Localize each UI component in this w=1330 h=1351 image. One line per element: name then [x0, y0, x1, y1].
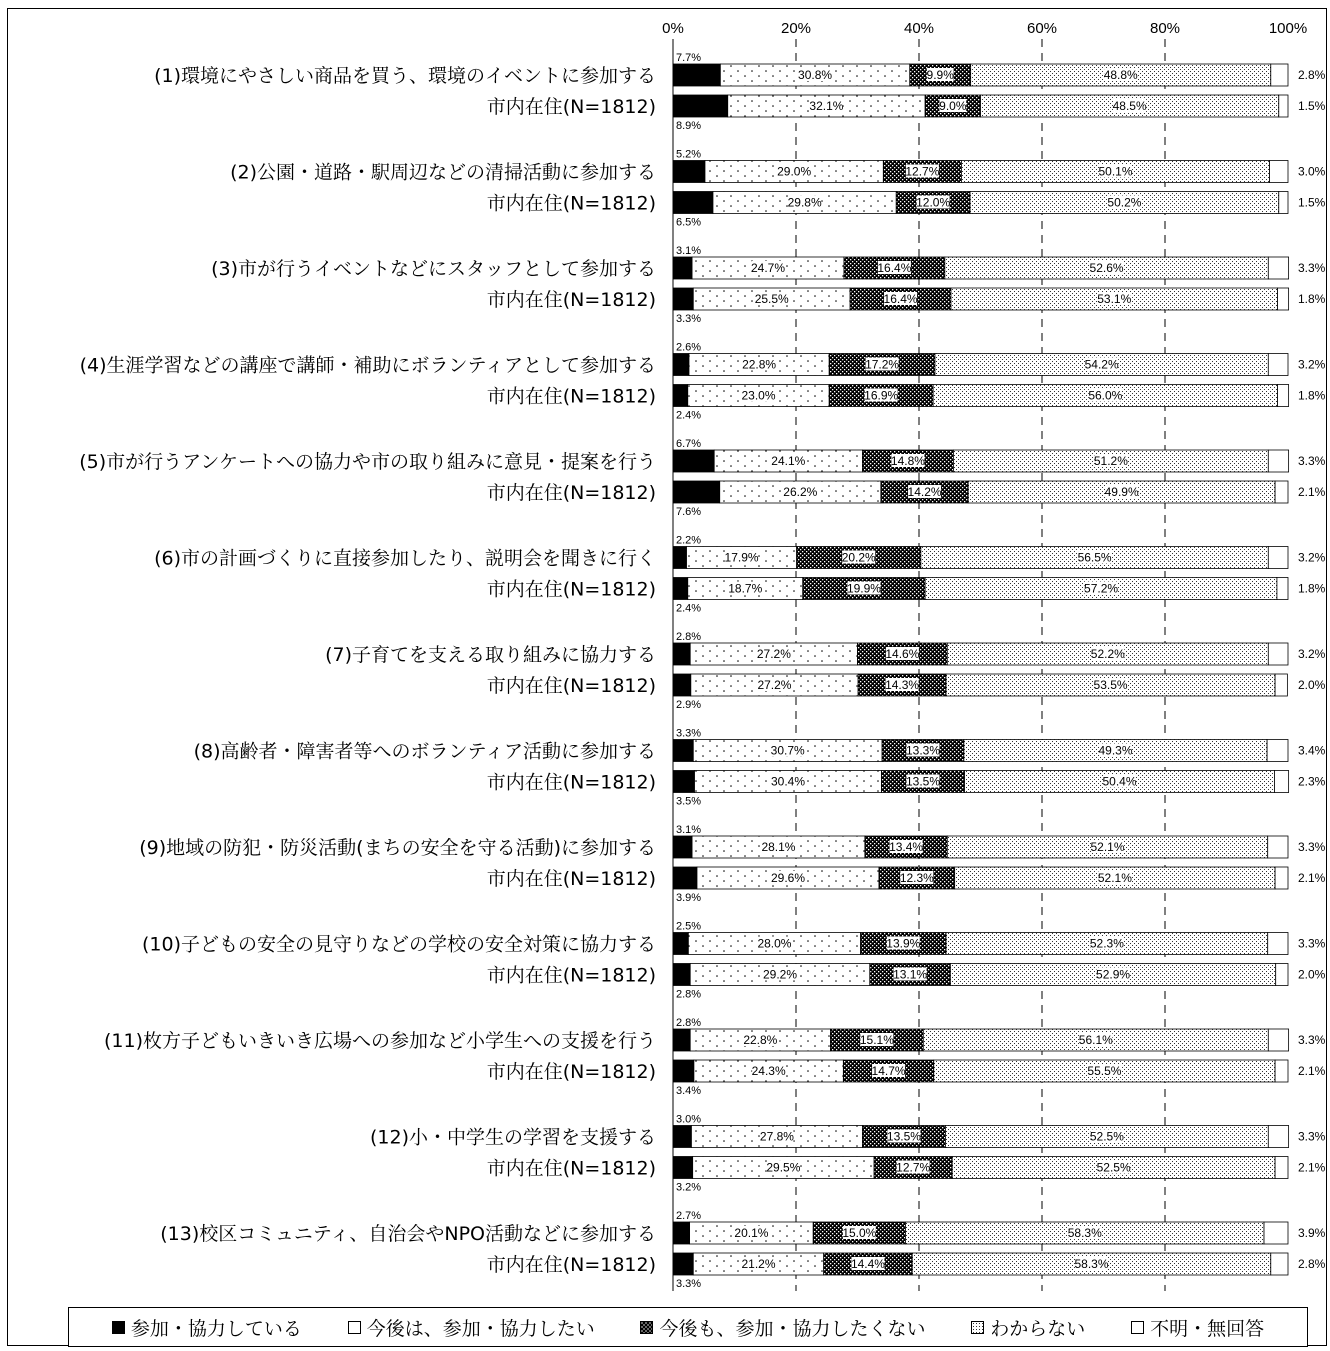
value-label: 13.1% — [893, 967, 928, 982]
value-label: 29.0% — [777, 164, 812, 179]
value-label: 14.8% — [890, 454, 925, 468]
value-label: 3.1% — [676, 245, 702, 257]
bar-segment-s1 — [673, 643, 690, 665]
value-label: 3.1% — [676, 824, 702, 836]
value-label: 17.2% — [865, 357, 900, 372]
legend-label: 今後は、参加・協力したい — [366, 1317, 595, 1340]
bar-segment-s5 — [1274, 771, 1288, 793]
value-label: 29.5% — [766, 1160, 801, 1175]
legend-label: 今後も、参加・協力したくない — [659, 1317, 926, 1340]
legend-label: 参加・協力している — [130, 1317, 302, 1340]
value-label: 3.3% — [1298, 1033, 1326, 1047]
value-label: 24.1% — [771, 454, 806, 468]
bar-segment-s1 — [673, 1222, 690, 1244]
value-label: 6.5% — [676, 216, 702, 229]
value-label: 3.3% — [1298, 454, 1326, 468]
value-label: 8.9% — [676, 120, 702, 132]
value-label: 2.8% — [1298, 68, 1326, 82]
value-label: 32.1% — [809, 99, 844, 113]
value-label: 3.0% — [676, 1113, 702, 1126]
value-label: 1.8% — [1298, 292, 1326, 306]
row-label-city: 市内在住(N=1812) — [486, 868, 656, 890]
legend-item-no-answer — [1131, 1314, 1264, 1341]
value-label: 30.7% — [770, 743, 805, 758]
value-label: 27.2% — [756, 647, 791, 661]
value-label: 3.3% — [1298, 936, 1326, 951]
value-label: 18.7% — [728, 581, 763, 596]
x-tick-label: 60% — [1026, 20, 1058, 37]
legend-swatch-check-icon — [640, 1321, 653, 1334]
bar-segment-s5 — [1267, 740, 1288, 762]
bar-segment-s1 — [673, 288, 693, 310]
value-label: 56.0% — [1088, 388, 1123, 403]
value-label: 56.1% — [1078, 1033, 1113, 1047]
value-label: 50.2% — [1107, 195, 1142, 210]
bar-segment-s1 — [673, 450, 714, 472]
row-label-city: 市内在住(N=1812) — [486, 96, 656, 118]
value-label: 54.2% — [1084, 357, 1119, 372]
row-label-city: 市内在住(N=1812) — [486, 482, 656, 504]
bar-segment-s1 — [673, 1157, 693, 1179]
value-label: 3.3% — [1298, 840, 1326, 854]
value-label: 52.6% — [1089, 261, 1124, 275]
row-label-item: (12)小・中学生の学習を支援する — [369, 1126, 656, 1149]
value-label: 2.1% — [1298, 1064, 1326, 1078]
bar-segment-s1 — [673, 1029, 690, 1051]
value-label: 14.6% — [885, 647, 920, 661]
value-label: 5.2% — [676, 148, 702, 161]
legend-swatch-empty-icon — [1131, 1321, 1144, 1334]
row-label-item: (3)市が行うイベントなどにスタッフとして参加する — [211, 258, 656, 280]
row-label-city: 市内在住(N=1812) — [486, 1157, 656, 1180]
value-label: 19.9% — [846, 581, 881, 596]
row-label-item: (9)地域の防犯・防災活動(まちの安全を守る活動)に参加する — [139, 837, 656, 859]
value-label: 2.1% — [1298, 1160, 1326, 1175]
bar-segment-s1 — [673, 578, 688, 600]
row-label-item: (11)枚方子どもいきいき広場への参加など小学生への支援を行う — [103, 1030, 656, 1052]
value-label: 21.2% — [741, 1257, 776, 1271]
value-label: 2.1% — [1298, 871, 1326, 885]
legend — [68, 1307, 1308, 1347]
chart-frame — [7, 8, 1327, 1346]
legend-swatch-black-icon — [112, 1321, 125, 1334]
row-label-item: (6)市の計画づくりに直接参加したり、説明会を聞きに行く — [154, 547, 656, 570]
value-label: 13.3% — [905, 743, 941, 758]
value-label: 2.0% — [1298, 678, 1326, 692]
bar-segment-s1 — [673, 933, 688, 955]
value-label: 29.6% — [770, 871, 806, 885]
bar-segment-s1 — [673, 964, 690, 986]
bar-segment-s1 — [673, 161, 705, 183]
value-label: 27.8% — [759, 1129, 794, 1144]
value-label: 7.7% — [676, 52, 702, 64]
value-label: 2.4% — [676, 409, 702, 422]
value-label: 22.8% — [743, 1033, 778, 1047]
legend-swatch-dotted-icon — [971, 1321, 984, 1334]
value-label: 2.1% — [1298, 485, 1326, 499]
row-label-item: (7)子育てを支える取り組みに協力する — [325, 644, 656, 666]
value-label: 2.4% — [676, 602, 702, 615]
value-label: 49.3% — [1098, 743, 1133, 758]
bar-segment-s1 — [673, 1060, 694, 1082]
value-label: 52.5% — [1089, 1129, 1124, 1144]
bar-segment-s5 — [1275, 674, 1287, 696]
bars — [673, 64, 1289, 1275]
bar-segment-s1 — [673, 547, 687, 569]
value-label: 1.5% — [1298, 195, 1326, 210]
value-label: 2.2% — [676, 534, 702, 547]
bar-segment-s5 — [1271, 1253, 1288, 1275]
value-label: 2.3% — [1298, 774, 1326, 789]
value-label: 55.5% — [1087, 1064, 1122, 1078]
bar-segment-s5 — [1268, 354, 1288, 376]
value-label: 52.5% — [1096, 1160, 1131, 1175]
value-label: 27.2% — [757, 678, 792, 692]
value-label: 6.7% — [676, 438, 702, 450]
bar-segment-s5 — [1275, 867, 1288, 889]
bar-segment-s5 — [1275, 481, 1288, 503]
value-label: 2.8% — [1298, 1257, 1326, 1271]
value-label: 16.4% — [883, 292, 918, 306]
value-label: 13.4% — [889, 840, 924, 854]
bar-segment-s1 — [673, 192, 713, 214]
value-label: 28.1% — [761, 840, 796, 854]
row-label-item: (10)子どもの安全の見守りなどの学校の安全対策に協力する — [141, 933, 656, 956]
value-label: 50.1% — [1098, 164, 1133, 179]
x-tick-label: 100% — [1268, 20, 1308, 37]
row-label-item: (5)市が行うアンケートへの協力や市の取り組みに意見・提案を行う — [79, 451, 656, 473]
value-label: 48.5% — [1112, 99, 1147, 113]
value-label: 52.9% — [1096, 967, 1131, 982]
value-label: 16.4% — [877, 261, 912, 275]
value-label: 51.2% — [1093, 454, 1128, 468]
value-label: 14.3% — [885, 678, 920, 692]
value-label: 53.1% — [1097, 292, 1132, 306]
value-label: 20.1% — [734, 1226, 769, 1240]
bar-segment-s5 — [1275, 1060, 1288, 1082]
bar-segment-s5 — [1268, 1029, 1288, 1051]
value-label: 3.2% — [1298, 550, 1326, 565]
value-label: 3.0% — [1298, 164, 1326, 179]
bar-segment-s1 — [673, 1126, 691, 1148]
value-label: 1.5% — [1298, 99, 1326, 113]
bar-segment-s1 — [673, 354, 689, 376]
bar-segment-s5 — [1268, 450, 1288, 472]
bar-segment-s1 — [673, 95, 728, 117]
bar-segment-s5 — [1268, 547, 1288, 569]
row-labels — [79, 65, 656, 1276]
bar-segment-s5 — [1275, 1157, 1288, 1179]
value-label: 9.9% — [926, 68, 954, 82]
value-label: 13.9% — [886, 936, 921, 951]
value-label: 15.0% — [842, 1226, 877, 1240]
value-label: 2.0% — [1298, 967, 1326, 982]
value-label: 3.3% — [676, 313, 702, 325]
x-tick-label: 80% — [1149, 20, 1181, 37]
bar-segment-s5 — [1271, 64, 1288, 86]
bar-segment-s1 — [673, 740, 693, 762]
value-label: 14.4% — [850, 1257, 885, 1271]
bar-segment-s1 — [673, 1253, 693, 1275]
legend-label: わからない — [990, 1317, 1086, 1340]
bar-segment-s5 — [1278, 385, 1289, 407]
legend-label: 不明・無回答 — [1150, 1317, 1265, 1340]
value-label: 53.5% — [1093, 678, 1128, 692]
bar-segment-s5 — [1268, 257, 1288, 279]
legend-item-want-to-participate — [348, 1314, 595, 1341]
value-label: 12.7% — [896, 1160, 931, 1175]
stacked-bar-chart — [8, 9, 1326, 1309]
bar-segment-s5 — [1270, 161, 1288, 183]
value-label: 3.9% — [676, 892, 702, 904]
value-label: 28.0% — [757, 936, 792, 951]
value-label: 20.2% — [841, 550, 876, 565]
legend-item-participating — [112, 1314, 302, 1341]
value-label: 58.3% — [1067, 1226, 1102, 1240]
row-label-city: 市内在住(N=1812) — [486, 771, 656, 794]
value-label: 1.8% — [1298, 581, 1326, 596]
bar-segment-s1 — [673, 481, 720, 503]
row-label-city: 市内在住(N=1812) — [486, 289, 656, 311]
x-tick-labels — [662, 20, 1307, 37]
row-label-city: 市内在住(N=1812) — [486, 964, 656, 987]
value-label: 3.9% — [1298, 1226, 1326, 1240]
value-label: 3.4% — [676, 1085, 702, 1097]
legend-item-dont-know — [971, 1314, 1085, 1341]
bar-segment-s5 — [1278, 288, 1289, 310]
value-label: 3.3% — [676, 1278, 702, 1290]
value-label: 25.5% — [754, 292, 789, 306]
value-label: 3.3% — [676, 727, 702, 740]
bar-segment-s1 — [673, 674, 691, 696]
row-label-city: 市内在住(N=1812) — [486, 675, 656, 697]
bar-segment-s5 — [1264, 1222, 1288, 1244]
value-label: 3.2% — [1298, 357, 1326, 372]
value-label: 13.5% — [886, 1129, 921, 1144]
value-label: 12.7% — [905, 164, 940, 179]
row-label-city: 市内在住(N=1812) — [486, 385, 656, 408]
value-label: 2.7% — [676, 1210, 702, 1222]
value-label: 50.4% — [1102, 774, 1137, 789]
bar-segment-s1 — [673, 257, 692, 279]
value-label: 3.2% — [676, 1181, 702, 1194]
bar-segment-s5 — [1279, 192, 1288, 214]
row-label-item: (13)校区コミュニティ、自治会やNPO活動などに参加する — [160, 1223, 656, 1245]
value-label: 14.7% — [871, 1064, 906, 1078]
value-labels — [676, 52, 1326, 1290]
row-label-city: 市内在住(N=1812) — [486, 578, 656, 601]
value-label: 3.2% — [1298, 647, 1326, 661]
value-label: 7.6% — [676, 506, 702, 518]
bar-segment-s1 — [673, 836, 692, 858]
x-tick-label: 0% — [662, 20, 684, 37]
value-label: 23.0% — [741, 388, 776, 403]
value-label: 2.9% — [676, 699, 702, 711]
row-label-item: (2)公園・道路・駅周辺などの清掃活動に参加する — [230, 161, 656, 184]
bar-segment-s5 — [1268, 836, 1288, 858]
value-label: 3.3% — [1298, 1129, 1326, 1144]
bar-segment-s5 — [1279, 95, 1288, 117]
bar-segment-s5 — [1268, 1126, 1288, 1148]
value-label: 58.3% — [1074, 1257, 1109, 1271]
value-label: 1.8% — [1298, 388, 1326, 403]
value-label: 30.4% — [770, 774, 806, 789]
value-label: 3.3% — [1298, 261, 1326, 275]
value-label: 24.3% — [751, 1064, 786, 1078]
value-label: 12.3% — [899, 871, 934, 885]
value-label: 16.9% — [864, 388, 899, 403]
value-label: 3.4% — [1298, 743, 1326, 758]
value-label: 22.8% — [742, 357, 777, 372]
bar-segment-s1 — [673, 385, 688, 407]
value-label: 52.3% — [1089, 936, 1124, 951]
value-label: 26.2% — [783, 485, 818, 499]
value-label: 15.1% — [859, 1033, 894, 1047]
row-label-item: (8)高齢者・障害者等へのボランティア活動に参加する — [193, 740, 656, 763]
value-label: 13.5% — [905, 774, 941, 789]
value-label: 52.2% — [1090, 647, 1125, 661]
value-label: 56.5% — [1077, 550, 1112, 565]
bar-segment-s1 — [673, 867, 697, 889]
row-label-item: (1)環境にやさしい商品を買う、環境のイベントに参加する — [154, 65, 656, 87]
legend-swatch-white-icon — [348, 1321, 361, 1334]
bar-segment-s5 — [1276, 964, 1288, 986]
x-tick-label: 20% — [780, 20, 812, 37]
row-label-city: 市内在住(N=1812) — [486, 1254, 656, 1276]
value-label: 52.1% — [1097, 871, 1132, 885]
row-label-city: 市内在住(N=1812) — [486, 1061, 656, 1083]
legend-item-do-not-want — [640, 1314, 925, 1341]
value-label: 2.8% — [676, 631, 702, 643]
row-label-city: 市内在住(N=1812) — [486, 192, 656, 215]
bar-segment-s1 — [673, 64, 720, 86]
value-label: 29.2% — [762, 967, 798, 982]
x-tick-label: 40% — [903, 20, 935, 37]
value-label: 57.2% — [1084, 581, 1119, 596]
value-label: 29.8% — [787, 195, 822, 210]
value-label: 48.8% — [1103, 68, 1138, 82]
value-label: 14.2% — [907, 485, 942, 499]
bar-segment-s5 — [1268, 933, 1288, 955]
value-label: 49.9% — [1104, 485, 1139, 499]
bar-segment-s1 — [673, 771, 695, 793]
bar-segment-s5 — [1268, 643, 1288, 665]
value-label: 9.0% — [939, 99, 967, 113]
value-label: 3.5% — [676, 795, 702, 808]
value-label: 2.8% — [676, 1017, 702, 1029]
row-label-item: (4)生涯学習などの講座で講師・補助にボランティアとして参加する — [79, 354, 656, 377]
value-label: 52.1% — [1090, 840, 1125, 854]
value-label: 2.6% — [676, 341, 702, 354]
value-label: 30.8% — [798, 68, 833, 82]
value-label: 2.8% — [676, 988, 702, 1001]
value-label: 24.7% — [751, 261, 786, 275]
value-label: 12.0% — [916, 195, 951, 210]
bar-segment-s5 — [1277, 578, 1288, 600]
value-label: 2.5% — [676, 920, 702, 933]
value-label: 17.9% — [724, 550, 759, 565]
